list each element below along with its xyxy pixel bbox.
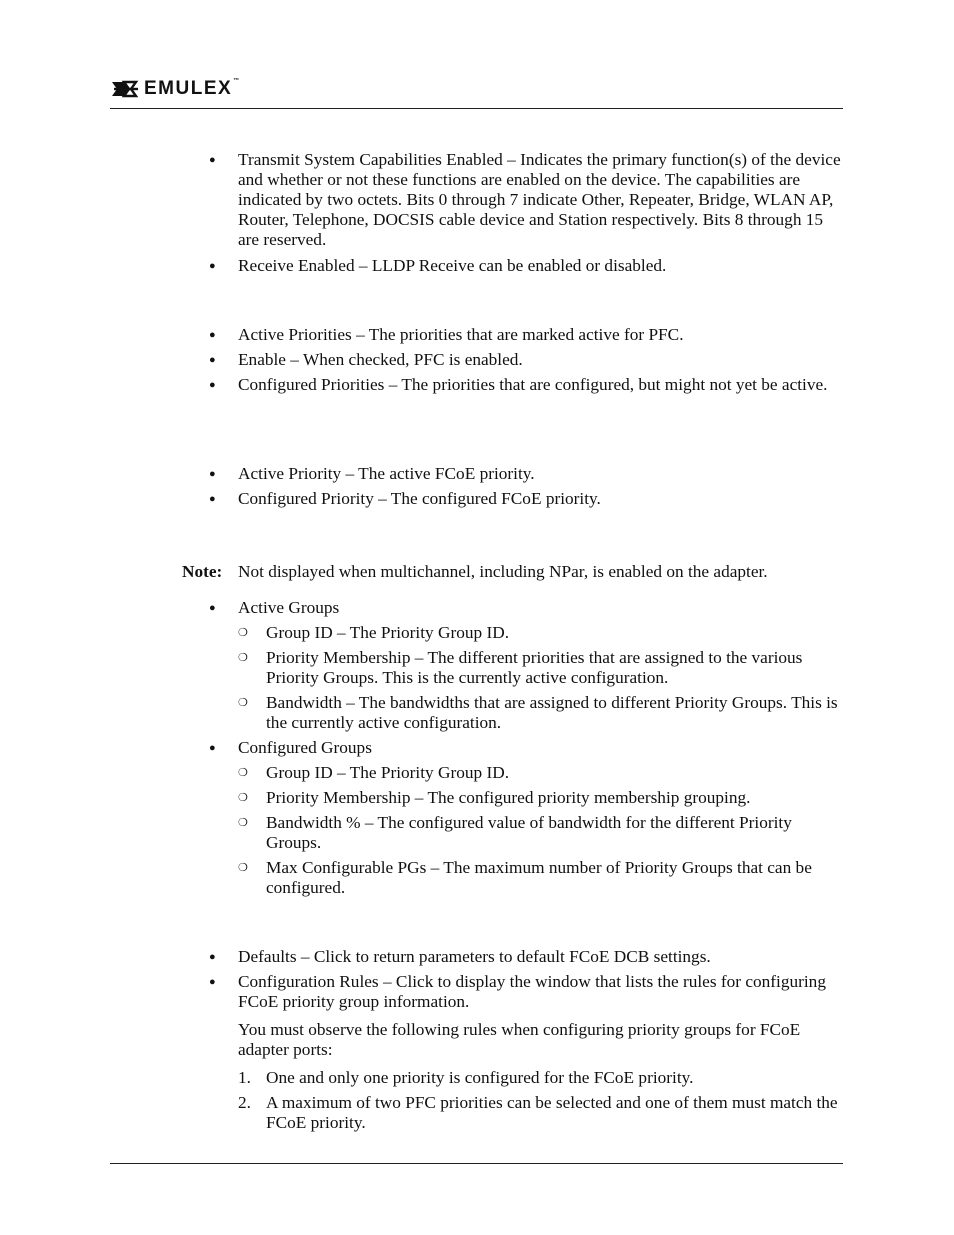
bullet-icon: ●	[209, 976, 216, 988]
list-item: ● Configured Priority – The configured FCoE priority.	[209, 489, 601, 508]
rules-intro-paragraph: You must observe the following rules when configuring priority groups for FCoE adapter ports:	[238, 1020, 801, 1059]
circle-bullet-icon: ❍	[238, 767, 248, 779]
circle-bullet-icon: ❍	[238, 697, 248, 709]
footer-rule	[110, 1163, 843, 1164]
sub-list-item: ❍ Priority Membership – The different priorities that are assigned to the various Priority Groups. This is the currently active configuration.	[238, 648, 803, 687]
circle-bullet-icon: ❍	[238, 627, 248, 639]
list-item: ● Active Priority – The active FCoE priority.	[209, 464, 535, 483]
list-item: ● Enable – When checked, PFC is enabled.	[209, 350, 523, 369]
bullet-icon: ●	[209, 329, 216, 341]
sub-list-item: ❍ Bandwidth % – The configured value of bandwidth for the different Priority Groups.	[238, 813, 792, 852]
brand-name: EMULEX™	[144, 78, 241, 99]
numbered-item: 2. A maximum of two PFC priorities can be selected and one of them must match the FCoE priority.	[238, 1093, 838, 1132]
list-item: ● Transmit System Capabilities Enabled – Indicates the primary function(s) of the device and whether or not these functions are enabled on the device. The capabilities are indicated by two octets. Bits 0 through 7 indicate Other, Repeater, Bridge, WLAN AP, Router, Telephone, DOCSIS cable device and Station respectively. Bits 8 through 15 are reserved.	[209, 150, 841, 249]
list-item: ● Configured Groups	[209, 738, 372, 757]
list-item: ● Defaults – Click to return parameters to default FCoE DCB settings.	[209, 947, 711, 966]
bullet-icon: ●	[209, 468, 216, 480]
note-text: Not displayed when multichannel, including NPar, is enabled on the adapter.	[238, 562, 768, 581]
circle-bullet-icon: ❍	[238, 652, 248, 664]
list-item: ● Receive Enabled – LLDP Receive can be enabled or disabled.	[209, 256, 667, 275]
emulex-logo-icon	[110, 78, 142, 100]
bullet-icon: ●	[209, 354, 216, 366]
sub-list-item: ❍ Max Configurable PGs – The maximum number of Priority Groups that can be configured.	[238, 858, 812, 897]
bullet-icon: ●	[209, 260, 216, 272]
list-item: ● Configuration Rules – Click to display the window that lists the rules for configuring FCoE priority group information.	[209, 972, 826, 1011]
list-item: ● Active Groups	[209, 598, 340, 617]
list-item: ● Active Priorities – The priorities that are marked active for PFC.	[209, 325, 684, 344]
list-item: ● Configured Priorities – The priorities that are configured, but might not yet be active.	[209, 375, 828, 394]
header-rule	[110, 108, 843, 109]
bullet-icon: ●	[209, 602, 216, 614]
sub-list-item: ❍ Group ID – The Priority Group ID.	[238, 623, 510, 642]
bullet-icon: ●	[209, 742, 216, 754]
note-label: Note:	[182, 562, 223, 581]
bullet-icon: ●	[209, 379, 216, 391]
bullet-icon: ●	[209, 493, 216, 505]
circle-bullet-icon: ❍	[238, 792, 248, 804]
sub-list-item: ❍ Bandwidth – The bandwidths that are assigned to different Priority Groups. This is the currently active configuration.	[238, 693, 838, 732]
sub-list-item: ❍ Group ID – The Priority Group ID.	[238, 763, 510, 782]
sub-list-item: ❍ Priority Membership – The configured priority membership grouping.	[238, 788, 751, 807]
bullet-icon: ●	[209, 951, 216, 963]
numbered-item: 1. One and only one priority is configured for the FCoE priority.	[238, 1068, 694, 1087]
circle-bullet-icon: ❍	[238, 862, 248, 874]
bullet-icon: ●	[209, 154, 216, 166]
page-header	[110, 78, 241, 100]
circle-bullet-icon: ❍	[238, 817, 248, 829]
